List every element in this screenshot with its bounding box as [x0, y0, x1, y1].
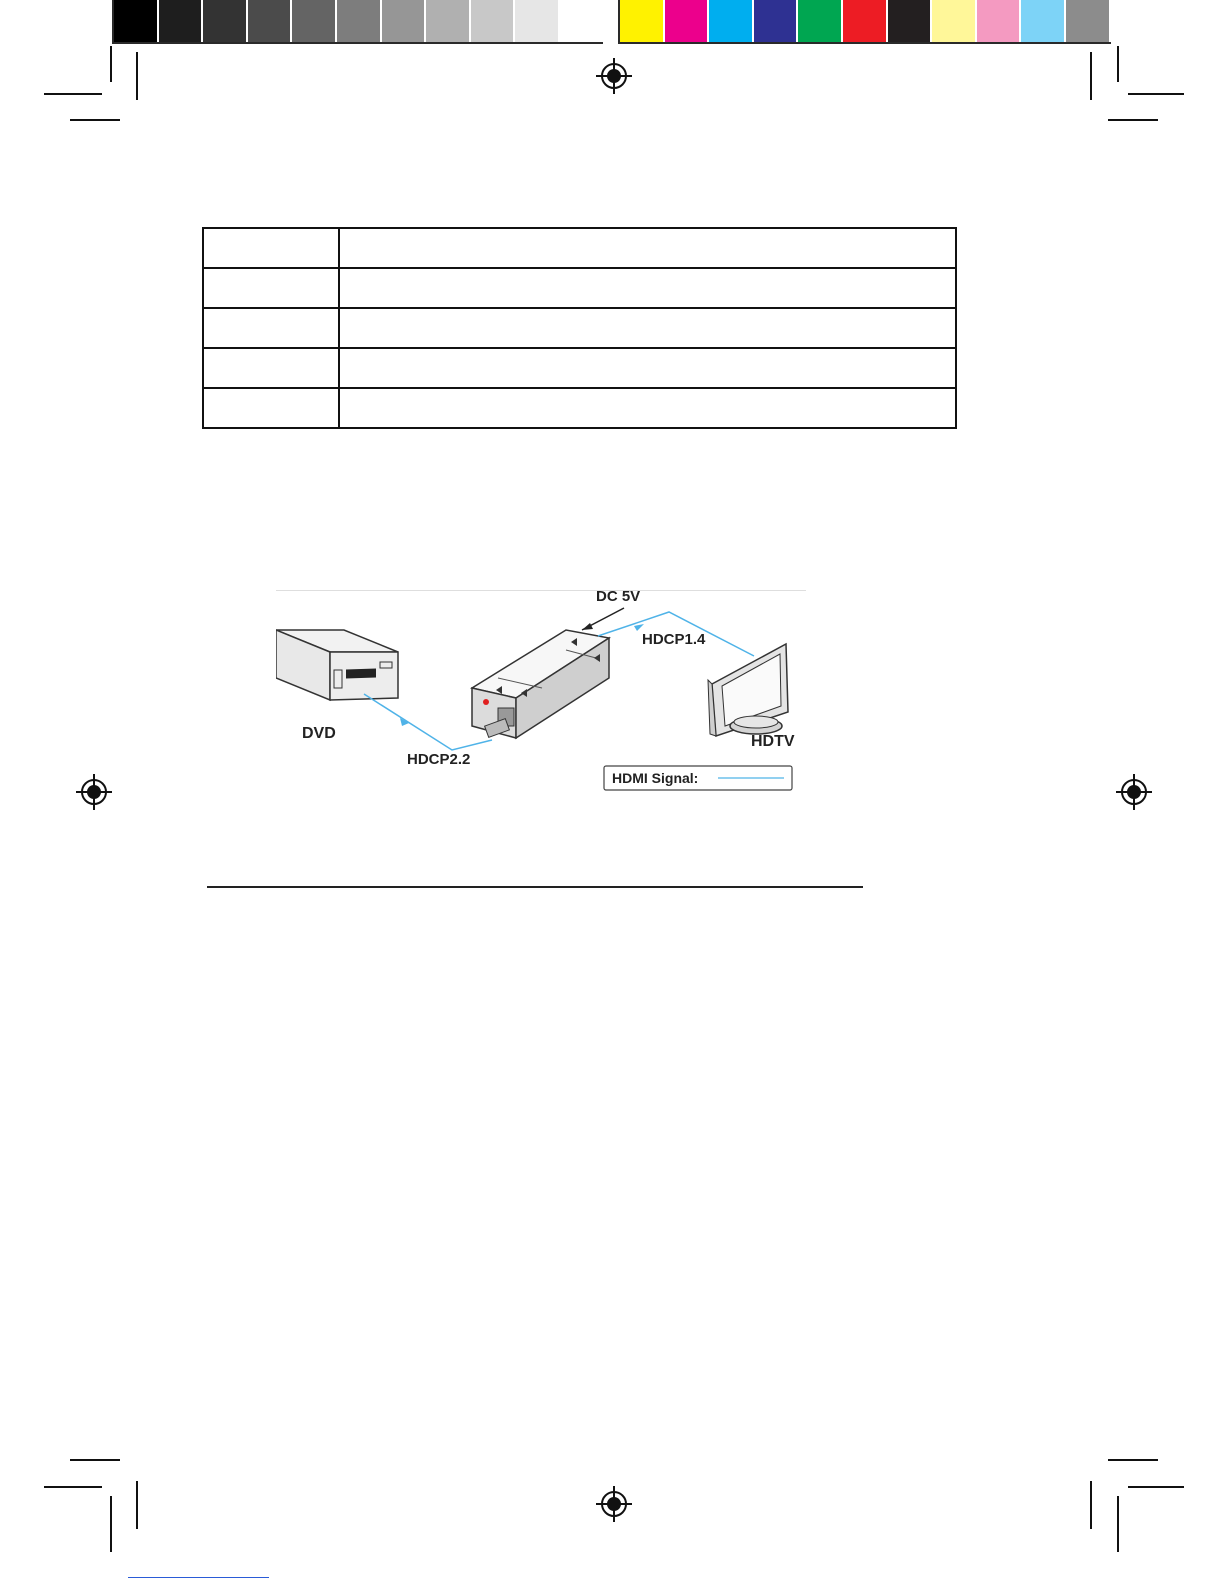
color-swatch — [932, 0, 977, 42]
crop-mark — [136, 1481, 138, 1529]
gray-swatch — [382, 0, 427, 42]
color-swatch — [709, 0, 754, 42]
crop-mark — [44, 1486, 102, 1488]
output-link-label: HDCP1.4 — [642, 631, 706, 648]
crop-mark — [1128, 1486, 1184, 1488]
crop-mark — [1108, 119, 1158, 121]
underline-fragment — [128, 1577, 269, 1578]
color-calibration-bar — [0, 0, 1225, 46]
registration-mark-icon — [1116, 774, 1152, 810]
registration-mark-icon — [596, 1486, 632, 1522]
crop-mark — [136, 52, 138, 100]
crop-mark — [110, 1496, 112, 1552]
table-row — [203, 388, 956, 428]
table-row — [203, 348, 956, 388]
crop-mark — [1090, 52, 1092, 100]
gray-swatch — [560, 0, 605, 42]
crop-mark — [1128, 93, 1184, 95]
input-link-label: HDCP2.2 — [407, 751, 471, 768]
gray-swatch — [203, 0, 248, 42]
gray-swatch — [248, 0, 293, 42]
crop-mark — [1117, 1496, 1119, 1552]
dvd-player-icon — [276, 630, 398, 700]
gray-swatch — [471, 0, 516, 42]
color-swatch — [798, 0, 843, 42]
converter-box-icon — [472, 630, 609, 738]
signal-legend — [604, 766, 792, 790]
table-cell-value — [339, 308, 956, 348]
color-swatch — [843, 0, 888, 42]
crop-mark — [110, 46, 112, 82]
color-swatch — [1021, 0, 1066, 42]
table-cell-key — [203, 388, 339, 428]
color-swatch — [1066, 0, 1111, 42]
color-swatch — [977, 0, 1022, 42]
dc-power-line — [582, 608, 624, 630]
registration-mark-icon — [76, 774, 112, 810]
legend-label: HDMI Signal: — [612, 770, 699, 786]
gray-swatch — [426, 0, 471, 42]
color-swatch — [665, 0, 710, 42]
crop-mark — [1090, 1481, 1092, 1529]
color-swatch — [888, 0, 933, 42]
gray-swatch — [292, 0, 337, 42]
table-row — [203, 308, 956, 348]
color-swatch — [754, 0, 799, 42]
hdtv-icon — [708, 644, 788, 736]
registration-mark-icon — [596, 58, 632, 94]
table-cell-key — [203, 348, 339, 388]
dc-power-label: DC 5V — [596, 590, 641, 605]
crop-mark — [70, 1459, 120, 1461]
gray-swatch — [337, 0, 382, 42]
gray-swatch — [159, 0, 204, 42]
table-cell-key — [203, 228, 339, 268]
table-cell-value — [339, 348, 956, 388]
table-cell-key — [203, 268, 339, 308]
table-row — [203, 228, 956, 268]
input-device-label: DVD — [302, 725, 336, 742]
crop-mark — [1108, 1459, 1158, 1461]
table-cell-value — [339, 268, 956, 308]
connection-diagram — [276, 590, 806, 802]
crop-mark — [70, 119, 120, 121]
crop-mark — [1117, 46, 1119, 82]
gray-swatch — [515, 0, 560, 42]
table-cell-key — [203, 308, 339, 348]
table-row — [203, 268, 956, 308]
divider-line — [207, 886, 863, 888]
table-cell-value — [339, 388, 956, 428]
spec-table — [202, 227, 957, 429]
output-device-label: HDTV — [751, 733, 795, 750]
crop-mark — [44, 93, 102, 95]
color-swatch — [620, 0, 665, 42]
table-cell-value — [339, 228, 956, 268]
gray-swatch — [114, 0, 159, 42]
